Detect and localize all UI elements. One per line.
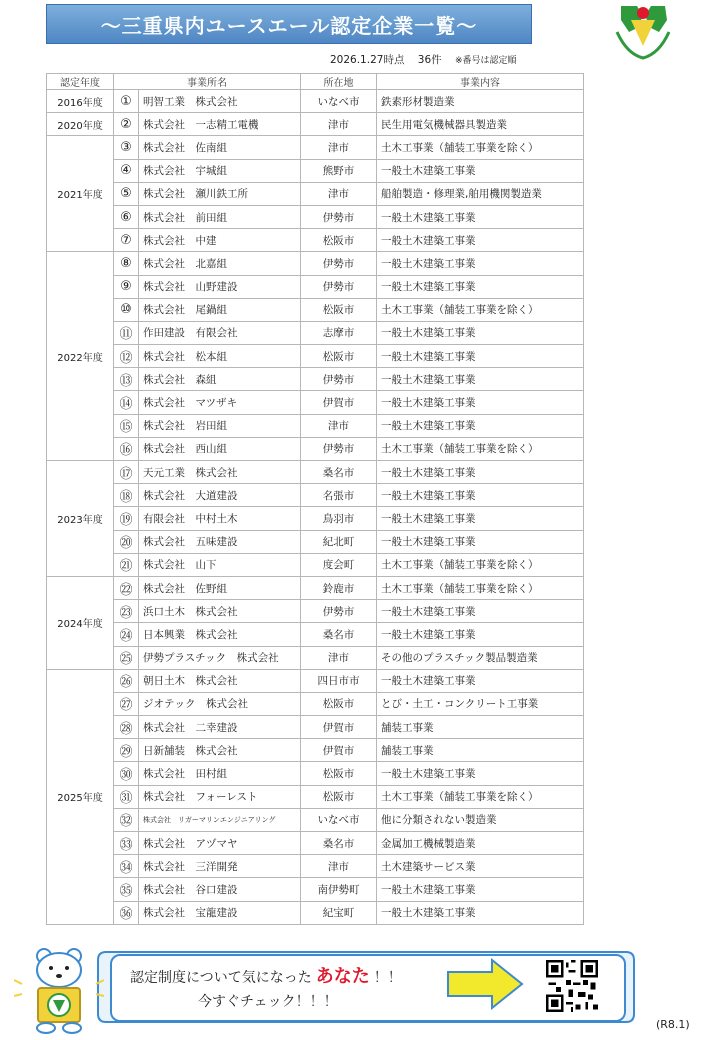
company-name-cell: 株式会社 リガーマリンエンジニアリング bbox=[139, 808, 301, 831]
business-cell: 一般土木建築工事業 bbox=[377, 414, 584, 437]
cert-number-cell: ⑧ bbox=[114, 252, 139, 275]
cert-number-cell: ⑬ bbox=[114, 368, 139, 391]
table-row bbox=[47, 484, 584, 507]
header-business: 事業内容 bbox=[377, 74, 584, 90]
as-of-date: 2026.1.27時点 bbox=[330, 54, 405, 66]
location-cell: 鈴鹿市 bbox=[301, 576, 377, 599]
cert-year-cell: 2025年度 bbox=[47, 669, 114, 924]
location-cell: 伊賀市 bbox=[301, 391, 377, 414]
cert-number-cell: ⑫ bbox=[114, 345, 139, 368]
business-cell: 一般土木建築工事業 bbox=[377, 600, 584, 623]
company-name-cell: 株式会社 佐南組 bbox=[139, 136, 301, 159]
cert-number-cell: ③ bbox=[114, 136, 139, 159]
location-cell: 志摩市 bbox=[301, 321, 377, 344]
cert-year-cell: 2020年度 bbox=[47, 113, 114, 136]
company-name-cell: 株式会社 田村組 bbox=[139, 762, 301, 785]
table-row bbox=[47, 576, 584, 599]
company-name-cell: 株式会社 中建 bbox=[139, 229, 301, 252]
location-cell: 伊賀市 bbox=[301, 716, 377, 739]
business-cell: 舗装工事業 bbox=[377, 739, 584, 762]
table-row bbox=[47, 855, 584, 878]
table-row bbox=[47, 739, 584, 762]
location-cell: 四日市市 bbox=[301, 669, 377, 692]
location-cell: いなべ市 bbox=[301, 808, 377, 831]
company-name-cell: 株式会社 マツザキ bbox=[139, 391, 301, 414]
business-cell: 土木工事業（舗装工事業を除く） bbox=[377, 576, 584, 599]
cert-number-cell: ⑥ bbox=[114, 205, 139, 228]
footer-message-line1: 認定制度について気になった あなた ！！ bbox=[130, 966, 402, 987]
table-row bbox=[47, 205, 584, 228]
company-name-cell: 株式会社 瀬川鉄工所 bbox=[139, 182, 301, 205]
cert-number-cell: ㉓ bbox=[114, 600, 139, 623]
location-cell: 名張市 bbox=[301, 484, 377, 507]
company-name-cell: 株式会社 宝龍建設 bbox=[139, 901, 301, 924]
table-row bbox=[47, 646, 584, 669]
company-name-cell: 浜口土木 株式会社 bbox=[139, 600, 301, 623]
business-cell: 一般土木建築工事業 bbox=[377, 205, 584, 228]
cert-number-cell: ⑨ bbox=[114, 275, 139, 298]
right-arrow-icon bbox=[446, 958, 524, 1010]
table-row bbox=[47, 623, 584, 646]
company-name-cell: 明智工業 株式会社 bbox=[139, 90, 301, 113]
cert-number-cell: ㉒ bbox=[114, 576, 139, 599]
company-count: 36件 bbox=[417, 54, 442, 66]
qr-code-icon[interactable] bbox=[546, 960, 598, 1012]
cert-year-cell: 2016年度 bbox=[47, 90, 114, 113]
table-row bbox=[47, 878, 584, 901]
table-row bbox=[47, 252, 584, 275]
version-label: (R8.1) bbox=[656, 1018, 690, 1031]
cert-number-cell: ⑯ bbox=[114, 437, 139, 460]
cert-year-cell: 2024年度 bbox=[47, 576, 114, 669]
table-row bbox=[47, 391, 584, 414]
business-cell: 一般土木建築工事業 bbox=[377, 530, 584, 553]
table-row bbox=[47, 901, 584, 924]
cert-number-cell: ㉘ bbox=[114, 716, 139, 739]
cert-number-cell: ㉞ bbox=[114, 855, 139, 878]
business-cell: その他のプラスチック製品製造業 bbox=[377, 646, 584, 669]
business-cell: 土木工事業（舗装工事業を除く） bbox=[377, 553, 584, 576]
location-cell: 紀北町 bbox=[301, 530, 377, 553]
company-name-cell: 株式会社 佐野組 bbox=[139, 576, 301, 599]
company-name-cell: 株式会社 西山組 bbox=[139, 437, 301, 460]
cert-number-cell: ⑰ bbox=[114, 461, 139, 484]
location-cell: 桑名市 bbox=[301, 832, 377, 855]
company-name-cell: 伊勢プラスチック 株式会社 bbox=[139, 646, 301, 669]
company-name-cell: 株式会社 三洋開発 bbox=[139, 855, 301, 878]
business-cell: 一般土木建築工事業 bbox=[377, 484, 584, 507]
business-cell: 一般土木建築工事業 bbox=[377, 901, 584, 924]
business-cell: 一般土木建築工事業 bbox=[377, 669, 584, 692]
company-name-cell: 株式会社 アヅマヤ bbox=[139, 832, 301, 855]
business-cell: 一般土木建築工事業 bbox=[377, 391, 584, 414]
location-cell: 伊勢市 bbox=[301, 275, 377, 298]
table-row bbox=[47, 345, 584, 368]
company-name-cell: 株式会社 松本組 bbox=[139, 345, 301, 368]
location-cell: 津市 bbox=[301, 855, 377, 878]
cert-number-cell: ㉛ bbox=[114, 785, 139, 808]
cert-year-cell: 2023年度 bbox=[47, 461, 114, 577]
company-name-cell: 日新舗装 株式会社 bbox=[139, 739, 301, 762]
cert-number-cell: ㉜ bbox=[114, 808, 139, 831]
business-cell: 一般土木建築工事業 bbox=[377, 623, 584, 646]
table-row bbox=[47, 368, 584, 391]
location-cell: 松阪市 bbox=[301, 785, 377, 808]
footer-accent-text: あなた bbox=[315, 966, 370, 987]
company-name-cell: 株式会社 谷口建設 bbox=[139, 878, 301, 901]
table-row bbox=[47, 298, 584, 321]
cert-number-cell: ⑮ bbox=[114, 414, 139, 437]
table-row bbox=[47, 275, 584, 298]
location-cell: 熊野市 bbox=[301, 159, 377, 182]
cert-number-cell: ⑱ bbox=[114, 484, 139, 507]
company-name-cell: 株式会社 尾鍋組 bbox=[139, 298, 301, 321]
business-cell: 一般土木建築工事業 bbox=[377, 368, 584, 391]
business-cell: とび・土工・コンクリート工事業 bbox=[377, 692, 584, 715]
table-row bbox=[47, 832, 584, 855]
location-cell: 桑名市 bbox=[301, 623, 377, 646]
table-row bbox=[47, 669, 584, 692]
table-row bbox=[47, 182, 584, 205]
cert-number-cell: ⑩ bbox=[114, 298, 139, 321]
business-cell: 一般土木建築工事業 bbox=[377, 878, 584, 901]
table-header-row bbox=[47, 74, 584, 90]
table-row bbox=[47, 553, 584, 576]
location-cell: 伊勢市 bbox=[301, 368, 377, 391]
cert-number-cell: ㊱ bbox=[114, 901, 139, 924]
location-cell: 伊勢市 bbox=[301, 600, 377, 623]
table-body bbox=[47, 90, 584, 925]
table-row bbox=[47, 113, 584, 136]
location-cell: 津市 bbox=[301, 136, 377, 159]
company-name-cell: 株式会社 大道建設 bbox=[139, 484, 301, 507]
table-row bbox=[47, 159, 584, 182]
table-row bbox=[47, 785, 584, 808]
cert-number-cell: ⑪ bbox=[114, 321, 139, 344]
business-cell: 土木工事業（舗装工事業を除く） bbox=[377, 437, 584, 460]
location-cell: 津市 bbox=[301, 182, 377, 205]
table-row bbox=[47, 600, 584, 623]
table-row bbox=[47, 90, 584, 113]
youth-yell-logo-icon bbox=[607, 2, 679, 62]
location-cell: 伊勢市 bbox=[301, 252, 377, 275]
business-cell: 土木工事業（舗装工事業を除く） bbox=[377, 136, 584, 159]
business-cell: 一般土木建築工事業 bbox=[377, 762, 584, 785]
business-cell: 一般土木建築工事業 bbox=[377, 461, 584, 484]
company-name-cell: 株式会社 一志精工電機 bbox=[139, 113, 301, 136]
table-row bbox=[47, 762, 584, 785]
business-cell: 一般土木建築工事業 bbox=[377, 345, 584, 368]
table-row bbox=[47, 692, 584, 715]
company-name-cell: 株式会社 宇城組 bbox=[139, 159, 301, 182]
business-cell: 鉄素形材製造業 bbox=[377, 90, 584, 113]
table-row bbox=[47, 136, 584, 159]
cert-number-cell: ⑲ bbox=[114, 507, 139, 530]
location-cell: 松阪市 bbox=[301, 229, 377, 252]
company-name-cell: 日本興業 株式会社 bbox=[139, 623, 301, 646]
header-company: 事業所名 bbox=[114, 74, 301, 90]
cert-number-cell: ㉖ bbox=[114, 669, 139, 692]
company-name-cell: 株式会社 北嘉組 bbox=[139, 252, 301, 275]
cert-number-cell: ㉔ bbox=[114, 623, 139, 646]
table-row bbox=[47, 437, 584, 460]
business-cell: 一般土木建築工事業 bbox=[377, 252, 584, 275]
business-cell: 土木工事業（舗装工事業を除く） bbox=[377, 785, 584, 808]
footer-message-line2: 今すぐチェック！！！ bbox=[198, 994, 338, 1010]
company-name-cell: 天元工業 株式会社 bbox=[139, 461, 301, 484]
cert-number-cell: ① bbox=[114, 90, 139, 113]
location-cell: 伊勢市 bbox=[301, 437, 377, 460]
table-row bbox=[47, 716, 584, 739]
page-title: ～三重県内ユースエール認定企業一覧～ bbox=[46, 4, 532, 44]
business-cell: 船舶製造・修理業,舶用機関製造業 bbox=[377, 182, 584, 205]
table-row bbox=[47, 229, 584, 252]
location-cell: 伊賀市 bbox=[301, 739, 377, 762]
location-cell: 度会町 bbox=[301, 553, 377, 576]
business-cell: 一般土木建築工事業 bbox=[377, 229, 584, 252]
cert-number-cell: ④ bbox=[114, 159, 139, 182]
company-name-cell: 株式会社 岩田組 bbox=[139, 414, 301, 437]
header-year: 認定年度 bbox=[47, 74, 114, 90]
cert-number-cell: ㉗ bbox=[114, 692, 139, 715]
table-row bbox=[47, 507, 584, 530]
polar-bear-mascot-icon bbox=[14, 944, 104, 1034]
cert-number-cell: ⑳ bbox=[114, 530, 139, 553]
cert-number-cell: ⑭ bbox=[114, 391, 139, 414]
business-cell: 一般土木建築工事業 bbox=[377, 159, 584, 182]
business-cell: 舗装工事業 bbox=[377, 716, 584, 739]
table-row bbox=[47, 808, 584, 831]
company-name-cell: 株式会社 五味建設 bbox=[139, 530, 301, 553]
cert-year-cell: 2021年度 bbox=[47, 136, 114, 252]
table-row bbox=[47, 461, 584, 484]
company-name-cell: ジオテック 株式会社 bbox=[139, 692, 301, 715]
location-cell: 伊勢市 bbox=[301, 205, 377, 228]
table-row bbox=[47, 414, 584, 437]
location-cell: 南伊勢町 bbox=[301, 878, 377, 901]
business-cell: 一般土木建築工事業 bbox=[377, 275, 584, 298]
location-cell: いなべ市 bbox=[301, 90, 377, 113]
cert-year-cell: 2022年度 bbox=[47, 252, 114, 461]
cert-number-cell: ⑦ bbox=[114, 229, 139, 252]
company-name-cell: 株式会社 山下 bbox=[139, 553, 301, 576]
business-cell: 一般土木建築工事業 bbox=[377, 507, 584, 530]
business-cell: 土木工事業（舗装工事業を除く） bbox=[377, 298, 584, 321]
table-row bbox=[47, 530, 584, 553]
business-cell: 土木建築サービス業 bbox=[377, 855, 584, 878]
business-cell: 民生用電気機械器具製造業 bbox=[377, 113, 584, 136]
cert-number-cell: ㉕ bbox=[114, 646, 139, 669]
certified-companies-table bbox=[46, 73, 584, 925]
company-name-cell: 有限会社 中村土木 bbox=[139, 507, 301, 530]
list-meta bbox=[330, 52, 590, 67]
business-cell: 他に分類されない製造業 bbox=[377, 808, 584, 831]
company-name-cell: 朝日土木 株式会社 bbox=[139, 669, 301, 692]
cert-number-cell: ㉟ bbox=[114, 878, 139, 901]
location-cell: 津市 bbox=[301, 113, 377, 136]
location-cell: 松阪市 bbox=[301, 762, 377, 785]
order-note: ※番号は認定順 bbox=[455, 56, 517, 66]
cert-number-cell: ⑤ bbox=[114, 182, 139, 205]
company-name-cell: 株式会社 二幸建設 bbox=[139, 716, 301, 739]
location-cell: 津市 bbox=[301, 414, 377, 437]
location-cell: 松阪市 bbox=[301, 692, 377, 715]
company-name-cell: 株式会社 フォーレスト bbox=[139, 785, 301, 808]
company-name-cell: 作田建設 有限会社 bbox=[139, 321, 301, 344]
company-name-cell: 株式会社 山野建設 bbox=[139, 275, 301, 298]
business-cell: 金属加工機械製造業 bbox=[377, 832, 584, 855]
business-cell: 一般土木建築工事業 bbox=[377, 321, 584, 344]
cert-number-cell: ㉙ bbox=[114, 739, 139, 762]
cert-number-cell: ㉑ bbox=[114, 553, 139, 576]
company-name-cell: 株式会社 前田組 bbox=[139, 205, 301, 228]
location-cell: 松阪市 bbox=[301, 345, 377, 368]
company-name-cell: 株式会社 森組 bbox=[139, 368, 301, 391]
table-row bbox=[47, 321, 584, 344]
location-cell: 津市 bbox=[301, 646, 377, 669]
cert-number-cell: ㉚ bbox=[114, 762, 139, 785]
location-cell: 紀宝町 bbox=[301, 901, 377, 924]
location-cell: 桑名市 bbox=[301, 461, 377, 484]
location-cell: 鳥羽市 bbox=[301, 507, 377, 530]
cert-number-cell: ㉝ bbox=[114, 832, 139, 855]
location-cell: 松阪市 bbox=[301, 298, 377, 321]
cert-number-cell: ② bbox=[114, 113, 139, 136]
header-location: 所在地 bbox=[301, 74, 377, 90]
